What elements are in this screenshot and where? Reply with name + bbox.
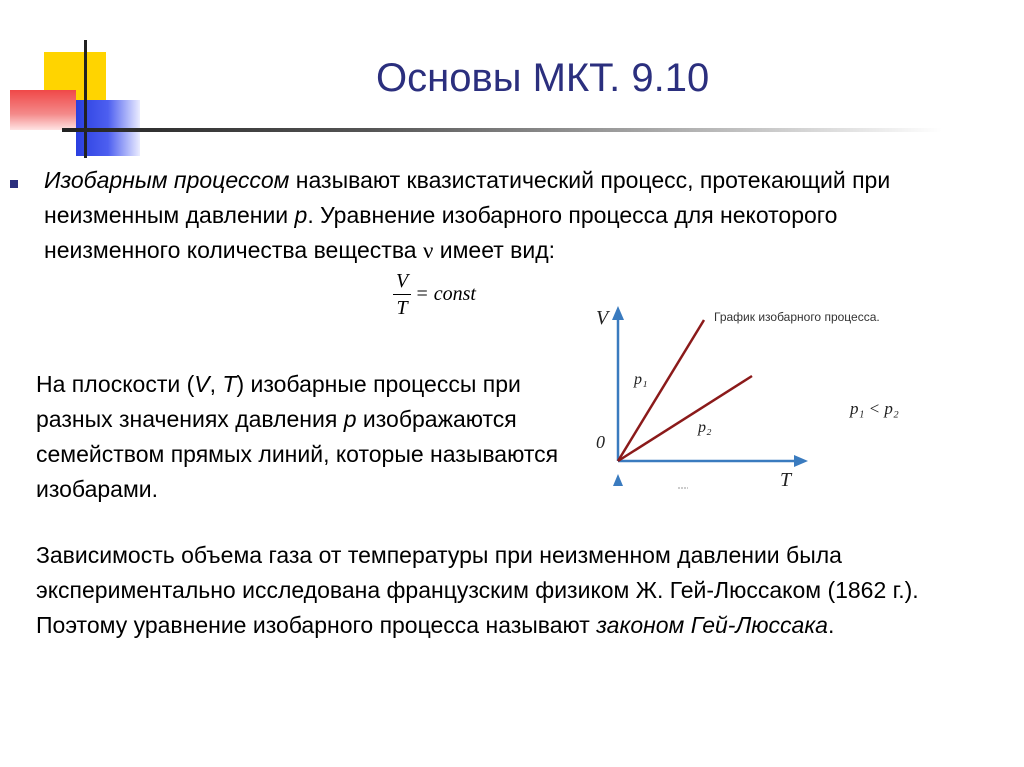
axis-tick-mark-icon	[613, 474, 623, 486]
term-isobaric-process: Изобарным процессом	[44, 167, 290, 193]
denominator: T	[396, 297, 408, 319]
paragraph-vt-plane	[36, 367, 566, 507]
text: .	[827, 612, 835, 638]
var-p: p	[294, 202, 308, 228]
formula-rhs: = const	[415, 283, 476, 305]
x-axis-arrow-icon	[794, 455, 808, 467]
origin-label: 0	[596, 432, 605, 452]
paragraph-isobaric-definition	[44, 163, 974, 268]
var-p: p	[343, 406, 357, 432]
bullet-marker	[10, 180, 18, 188]
formula-v-over-t	[393, 270, 476, 319]
deco-red-square	[10, 90, 76, 130]
numerator: V	[393, 270, 411, 295]
x-axis-label: T	[780, 469, 792, 491]
y-axis-arrow-icon	[612, 306, 624, 320]
isobaric-graph	[580, 296, 980, 506]
text: . Уравнение изобарного процесса для некоторого неизменного количества вещества	[44, 202, 838, 263]
var-t: T	[222, 371, 237, 397]
page-title: Основы МКТ. 9.10	[376, 56, 710, 100]
term-gay-lussac-law: законом Гей-Люссака	[596, 612, 828, 638]
text: имеет вид:	[433, 237, 556, 263]
text: ,	[209, 371, 223, 397]
isobar-line-p2	[618, 376, 752, 461]
text: изображаются семейством прямых линий, которые называются изобарами.	[36, 406, 559, 502]
pressure-relation: p₁ < p₂	[850, 399, 899, 418]
text: называют квазистатический процесс, протекающий при неизменным давлении	[44, 167, 891, 228]
line2-label: p₂	[698, 419, 712, 436]
y-axis-label: V	[596, 307, 609, 329]
line1-label: p₁	[634, 371, 648, 388]
var-v: V	[194, 371, 210, 397]
paragraph-gay-lussac	[36, 538, 996, 643]
title-underline	[62, 128, 942, 132]
text: На плоскости (	[36, 371, 195, 397]
text: Зависимость объема газа от температуры при неизменном давлении была экспериментально исследована французским физиком Ж. Гей-Люссаком (1862 г.). Поэтому уравнение изобарного процесса называют	[36, 542, 919, 638]
isobar-line-p1	[618, 320, 704, 461]
text: ) изобарные процессы при разных значениях давления	[36, 371, 521, 432]
fraction	[393, 270, 411, 319]
graph-caption: График изобарного процесса.	[714, 310, 880, 324]
var-nu: ν	[422, 238, 434, 263]
deco-vertical-line	[84, 40, 87, 158]
